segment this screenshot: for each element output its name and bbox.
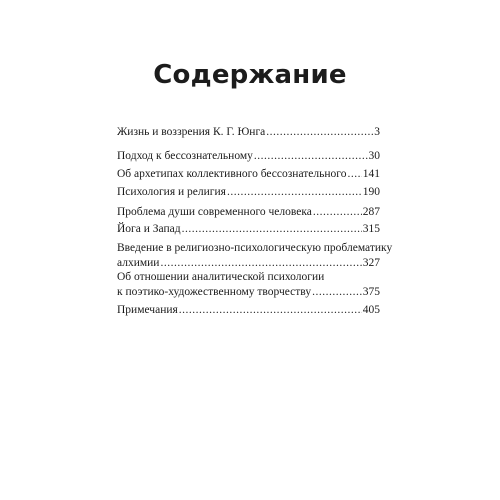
page-title: Содержание <box>153 60 347 90</box>
toc-entry-page: 190 <box>362 186 380 198</box>
toc-entry <box>117 241 393 270</box>
toc-entry-page: 327 <box>362 256 380 269</box>
toc-entry-page: 287 <box>362 206 380 218</box>
toc-entry <box>117 303 380 318</box>
toc-entry-title: Психология и религия <box>117 186 226 198</box>
toc-entry-page: 405 <box>362 304 380 316</box>
toc-entry <box>117 205 380 220</box>
toc-entry-page: 315 <box>362 223 380 235</box>
toc-entry-title: к поэтико-художественному творчеству <box>117 285 312 298</box>
toc-entry <box>117 185 380 200</box>
toc-entry <box>117 222 380 237</box>
dot-leader <box>266 125 373 140</box>
dot-leader <box>182 222 362 237</box>
toc-entry-title: Йога и Запад <box>117 223 181 235</box>
toc-entry-page: 30 <box>368 150 380 162</box>
dot-leader <box>254 149 368 164</box>
toc-entry-title: Об архетипах коллективного бессознательного <box>117 168 347 180</box>
toc-entry <box>117 125 380 140</box>
dot-leader <box>227 185 362 200</box>
toc-entry-page: 3 <box>374 126 380 138</box>
toc-entry-page: 141 <box>362 168 380 180</box>
toc-entry-title-line1: Об отношении аналитической психологии <box>117 271 325 283</box>
dot-leader <box>347 167 361 182</box>
toc-entry <box>117 149 380 164</box>
dot-leader <box>313 205 362 220</box>
toc-entry-page: 375 <box>362 285 380 298</box>
toc-entry <box>117 270 380 299</box>
dot-leader <box>312 285 362 300</box>
dot-leader <box>179 303 362 318</box>
toc-entry-title: Проблема души современного человека <box>117 206 312 218</box>
toc-entry-title: Жизнь и воззрения К. Г. Юнга <box>117 126 266 138</box>
toc-entry-title: Примечания <box>117 304 178 316</box>
toc-entry <box>117 167 380 182</box>
dot-leader <box>160 256 361 271</box>
toc-entry-title: алхимии <box>117 256 160 269</box>
toc-entry-title: Подход к бессознательному <box>117 150 253 162</box>
toc-entry-title-line1: Введение в религиозно-психологическую проблематику <box>117 242 393 254</box>
